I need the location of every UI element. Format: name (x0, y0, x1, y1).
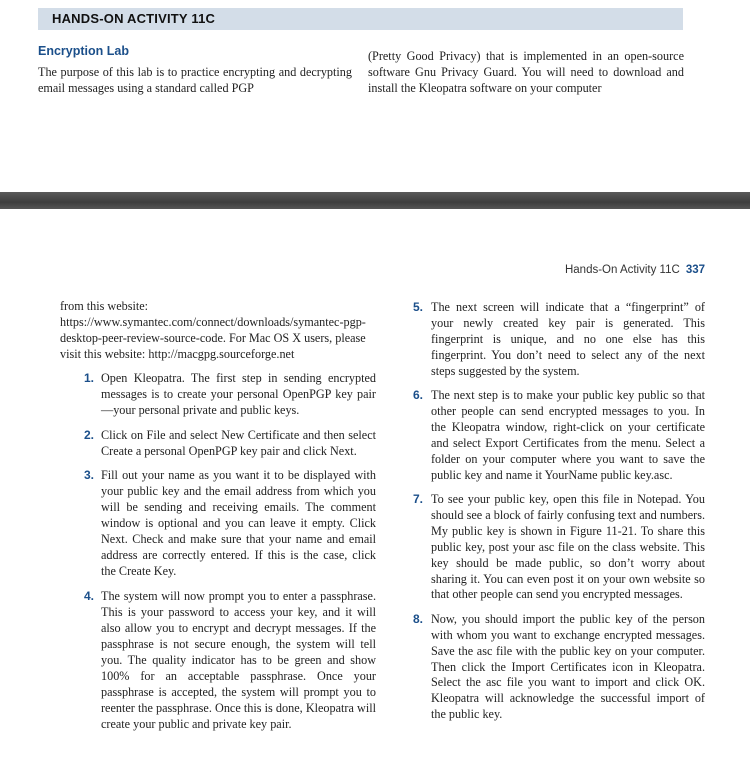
activity-banner (38, 8, 683, 30)
step-1 (60, 370, 376, 418)
running-head (565, 264, 705, 276)
step-text: Fill out your name as you want it to be displayed with your public key and the email address from which you will be sending and receiving emails. The comment window is optional and you can leave it empty. Click Next. Check and make sure that your name and email address are correctly entered. If this is the case, click the Create Key. (101, 468, 376, 578)
step-number: 5. (413, 300, 424, 314)
step-3 (60, 467, 376, 579)
step-text: Now, you should import the public key of the person with whom you want to exchange encrypted messages. Save the asc file with the public key on your computer. Then click the Import Certificates icon in Kleopatra. Select the asc file you want to import and click OK. Kleopatra will acknowledge the successful import of the public key. (431, 611, 705, 722)
step-7 (413, 492, 705, 603)
lab-title: Encryption Lab (38, 44, 129, 58)
continuation-paragraph: from this website: https://www.symantec.com/connect/downloads/symantec-pgp-desktop-peer-review-source-code. For Mac OS X users, please visit this website: http://macgpg.sourceforge.net (60, 299, 366, 361)
running-head-title: Hands-On Activity 11C (564, 264, 680, 276)
page-divider (0, 192, 750, 209)
step-2 (60, 427, 376, 459)
right-column (413, 300, 705, 732)
step-text: The next step is to make your public key public so that other people can send encrypted messages to you. In the Kleopatra window, right-click on your certificate and select Export Certificates from the menu. Select a folder on your computer where you want to save the public key and name it YourName public key.asc. (431, 388, 705, 482)
step-number: 1. (84, 371, 95, 385)
step-number: 8. (413, 611, 424, 626)
step-5 (413, 300, 705, 380)
step-number: 4. (84, 588, 95, 603)
step-8 (413, 612, 705, 723)
top-page (0, 0, 750, 196)
step-number: 7. (413, 491, 424, 506)
step-text: Open Kleopatra. The first step in sending encrypted messages is to create your personal OpenPGP key pair—your personal private and public keys. (101, 371, 376, 417)
left-column (60, 298, 376, 740)
step-number: 6. (413, 388, 424, 403)
intro-right-column: (Pretty Good Privacy) that is implemented in an open-source software Gnu Privacy Guard. You will need to download and install the Kleopatra software on your computer (368, 49, 684, 95)
step-text: The system will now prompt you to enter a passphrase. This is your password to access your key, and it will also allow you to encrypt and decrypt messages. If the passphrase is not secure enough, the system will tell you. The quality indicator has to be green and show 100% for an acceptable passphrase. Once your passphrase is accepted, the system will prompt you to reenter the passphrase. Once this is done, Kleopatra will create your public and private key pair. (101, 588, 376, 731)
page-number: 337 (685, 264, 705, 276)
bottom-page (0, 209, 750, 760)
step-number: 2. (84, 427, 95, 442)
step-text: Click on File and select New Certificate and then select Create a personal OpenPGP key pair and click Next. (101, 427, 376, 458)
step-4 (60, 588, 376, 732)
step-6 (413, 388, 705, 483)
step-text: The next screen will indicate that a “fingerprint” of your newly created key pair is generated. This fingerprint is unique, and no one else has this fingerprint. You don’t need to select any of the next steps suggested by the system. (431, 300, 705, 378)
intro-left-column: The purpose of this lab is to practice encrypting and decrypting email messages using a standard called PGP (38, 65, 352, 95)
step-text: To see your public key, open this file in Notepad. You should see a block of fairly confusing text and numbers. My public key is shown in Figure 11-21. To share this public key, post your asc file on the class website. This key should be made public, so don’t worry about sharing it. You can even post it on your own website so that other people can send you encrypted messages. (431, 491, 705, 602)
activity-banner-title: HANDS-ON ACTIVITY 11C (52, 11, 216, 26)
step-number: 3. (84, 468, 95, 482)
